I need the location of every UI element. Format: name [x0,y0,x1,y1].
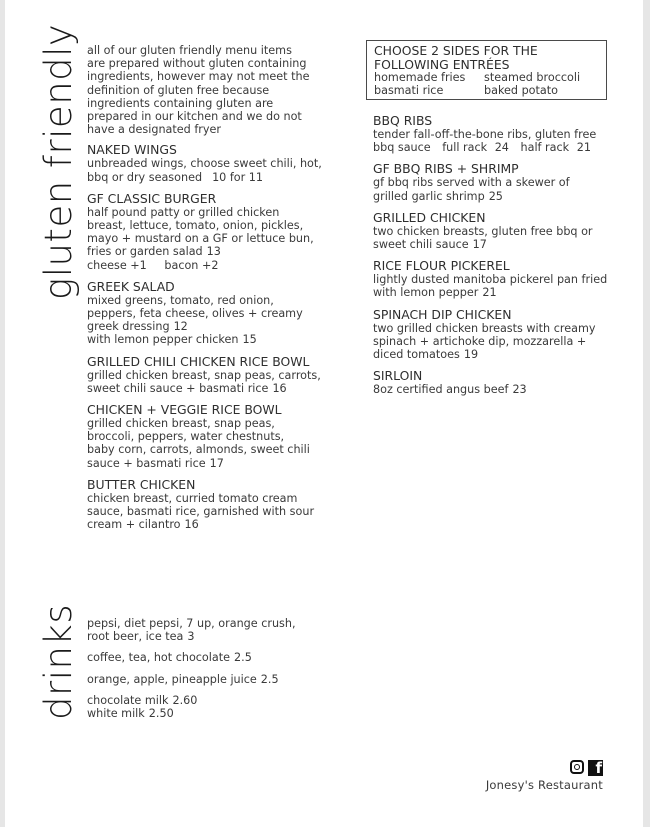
item-desc-line: sweet chili sauce + basmati rice [87,381,269,395]
drink-price: 2.60 [172,693,198,707]
section-title-drinks: drinks [37,603,80,720]
menu-item-greek-salad [87,280,347,347]
menu-item-gf-bbq-ribs-shrimp [373,162,623,202]
menu-item-chicken-veggie-rice-bowl [87,403,347,470]
item-title: RICE FLOUR PICKEREL [373,258,510,274]
item-title: SPINACH DIP CHICKEN [373,306,512,322]
item-title: GRILLED CHICKEN [373,209,486,225]
item-price: 17 [209,456,224,470]
item-price: 25 [488,189,503,203]
drink-line: white milk [87,707,145,721]
item-price: 19 [463,348,479,362]
menu-item-grilled-chicken [373,211,623,251]
drink-item-milk [87,694,347,720]
item-desc-line: two grilled chicken breasts with creamy [373,321,596,335]
entrees-right-column [373,114,623,404]
item-price: 12 [173,320,188,334]
social-links [486,760,603,776]
menu-item-sirloin [373,369,623,396]
item-desc-line: diced tomatoes [373,348,460,362]
menu-item-grilled-chili-chicken-rice-bowl [87,355,347,395]
item-desc-line: baby corn, carrots, almonds, sweet chili [87,443,310,457]
item-desc-line: peppers, feta cheese, olives + creamy [87,307,303,321]
item-desc-line: spinach + artichoke dip, mozzarella + [373,334,587,348]
item-price: 23 [512,383,527,397]
drink-price: 2.50 [148,707,174,721]
item-desc-line: gf bbq ribs served with a skewer of [373,176,570,190]
menu-item-rice-flour-pickerel [373,259,623,299]
item-extras [87,259,347,272]
menu-item-bbq-ribs [373,114,623,154]
menu-item-gf-classic-burger [87,192,347,272]
extra-label: bacon [164,258,199,272]
price-label: half rack [520,141,570,155]
addon-label: with lemon pepper chicken [87,333,239,347]
item-title: BUTTER CHICKEN [87,476,196,492]
item-desc-line: grilled chicken breast, snap peas, carrots, [87,368,321,382]
instagram-icon[interactable] [570,760,584,774]
item-price: 17 [472,238,487,252]
item-title: NAKED WINGS [87,142,177,158]
item-title: GF CLASSIC BURGER [87,190,217,206]
menu-page [5,0,643,827]
item-desc-line: breast, lettuce, tomato, onion, pickles, [87,219,304,233]
item-title: BBQ RIBS [373,113,433,128]
section-title-gluten-friendly: gluten friendly [37,23,80,300]
footer [486,760,603,792]
extra-label: cheese [87,258,127,272]
item-price: 16 [184,518,199,532]
side-option: baked potato [484,84,558,97]
item-title: GREEK SALAD [87,278,175,294]
item-title: CHICKEN + VEGGIE RICE BOWL [87,402,282,418]
sides-title-line: CHOOSE 2 SIDES FOR THE [374,43,538,58]
sides-title-line: FOLLOWING ENTRÉES [374,56,510,72]
item-desc-line: tender fall-off-the-bone ribs, gluten free [373,128,597,141]
disclaimer-line: all of our gluten friendly menu items [87,44,292,57]
menu-item-butter-chicken [87,478,347,532]
choose-sides-box [366,40,607,100]
item-title: GRILLED CHILI CHICKEN RICE BOWL [87,353,310,369]
item-desc-line: sauce, basmati rice, garnished with sour [87,505,315,519]
drink-line: coffee, tea, hot chocolate [87,651,231,665]
gluten-disclaimer [87,44,347,136]
item-desc-line: bbq sauce [373,141,431,155]
drink-item-juices [87,673,347,686]
extra-price: +1 [130,258,147,272]
item-desc-line: mayo + mustard on a GF or lettuce bun, [87,232,314,246]
drink-line: root beer, ice tea [87,630,184,644]
item-desc-line: cream + cilantro [87,518,181,532]
item-desc-line: two chicken breasts, gluten free bbq or [373,224,593,238]
item-desc-line: lightly dusted manitoba pickerel pan fried [373,273,608,287]
item-price: 21 [482,286,497,300]
extra-price: +2 [201,258,219,272]
item-desc-line: fries or garden salad [87,245,203,259]
menu-item-spinach-dip-chicken [373,308,623,362]
item-desc-line: half pound patty or grilled chicken [87,205,280,219]
side-option: steamed broccoli [484,71,581,84]
disclaimer-line: prepared in our kitchen and we do not [87,110,302,124]
item-price: 10 for 11 [212,170,264,184]
item-price: 21 [576,141,591,155]
item-desc-line: sauce + basmati rice [87,456,206,470]
item-desc-line: with lemon pepper [373,286,479,300]
addon-price: 15 [242,333,257,347]
item-desc-line: grilled chicken breast, snap peas, [87,417,275,431]
item-desc-line: greek dressing [87,320,170,334]
drinks-column [87,617,347,728]
item-desc-line: mixed greens, tomato, red onion, [87,293,274,307]
item-desc-line: broccoli, peppers, water chestnuts, [87,430,285,444]
restaurant-name: Jonesy's Restaurant [485,778,603,792]
disclaimer-line: are prepared without gluten containing [87,57,307,71]
item-addon [87,333,347,346]
item-desc-line: grilled garlic shrimp [373,189,485,203]
item-title: GF BBQ RIBS + SHRIMP [373,161,519,177]
disclaimer-line: have a designated fryer [87,123,221,137]
drink-item-hot-drinks [87,651,347,664]
drink-line: chocolate milk [87,693,169,707]
side-option: basmati rice [374,84,444,97]
disclaimer-line: ingredients containing gluten are [87,96,274,110]
item-desc-line: chicken breast, curried tomato cream [87,491,298,505]
drink-item-sodas [87,617,347,643]
item-desc-line: unbreaded wings, choose sweet chili, hot, [87,157,322,171]
price-label: full rack [442,141,488,155]
item-title: SIRLOIN [373,368,423,384]
facebook-icon[interactable]: f [588,760,603,776]
menu-item-naked-wings [87,143,347,183]
item-price: 24 [494,141,509,155]
disclaimer-line: definition of gluten free because [87,83,270,97]
drink-line: pepsi, diet pepsi, 7 up, orange crush, [87,617,296,630]
item-desc-line: 8oz certified angus beef [373,383,509,397]
drink-line: orange, apple, pineapple juice [87,672,257,686]
sides-options [374,71,599,97]
item-price: 16 [272,381,287,395]
item-price: 13 [206,245,221,259]
gluten-friendly-left-column [87,44,347,539]
item-desc-line: sweet chili sauce [373,238,469,252]
drink-price: 2.5 [260,672,279,686]
item-desc-line: bbq or dry seasoned [87,170,203,184]
disclaimer-line: ingredients, however may not meet the [87,70,310,84]
side-option: homemade fries [374,71,466,84]
drink-price: 3 [187,630,195,644]
drink-price: 2.5 [234,651,252,665]
